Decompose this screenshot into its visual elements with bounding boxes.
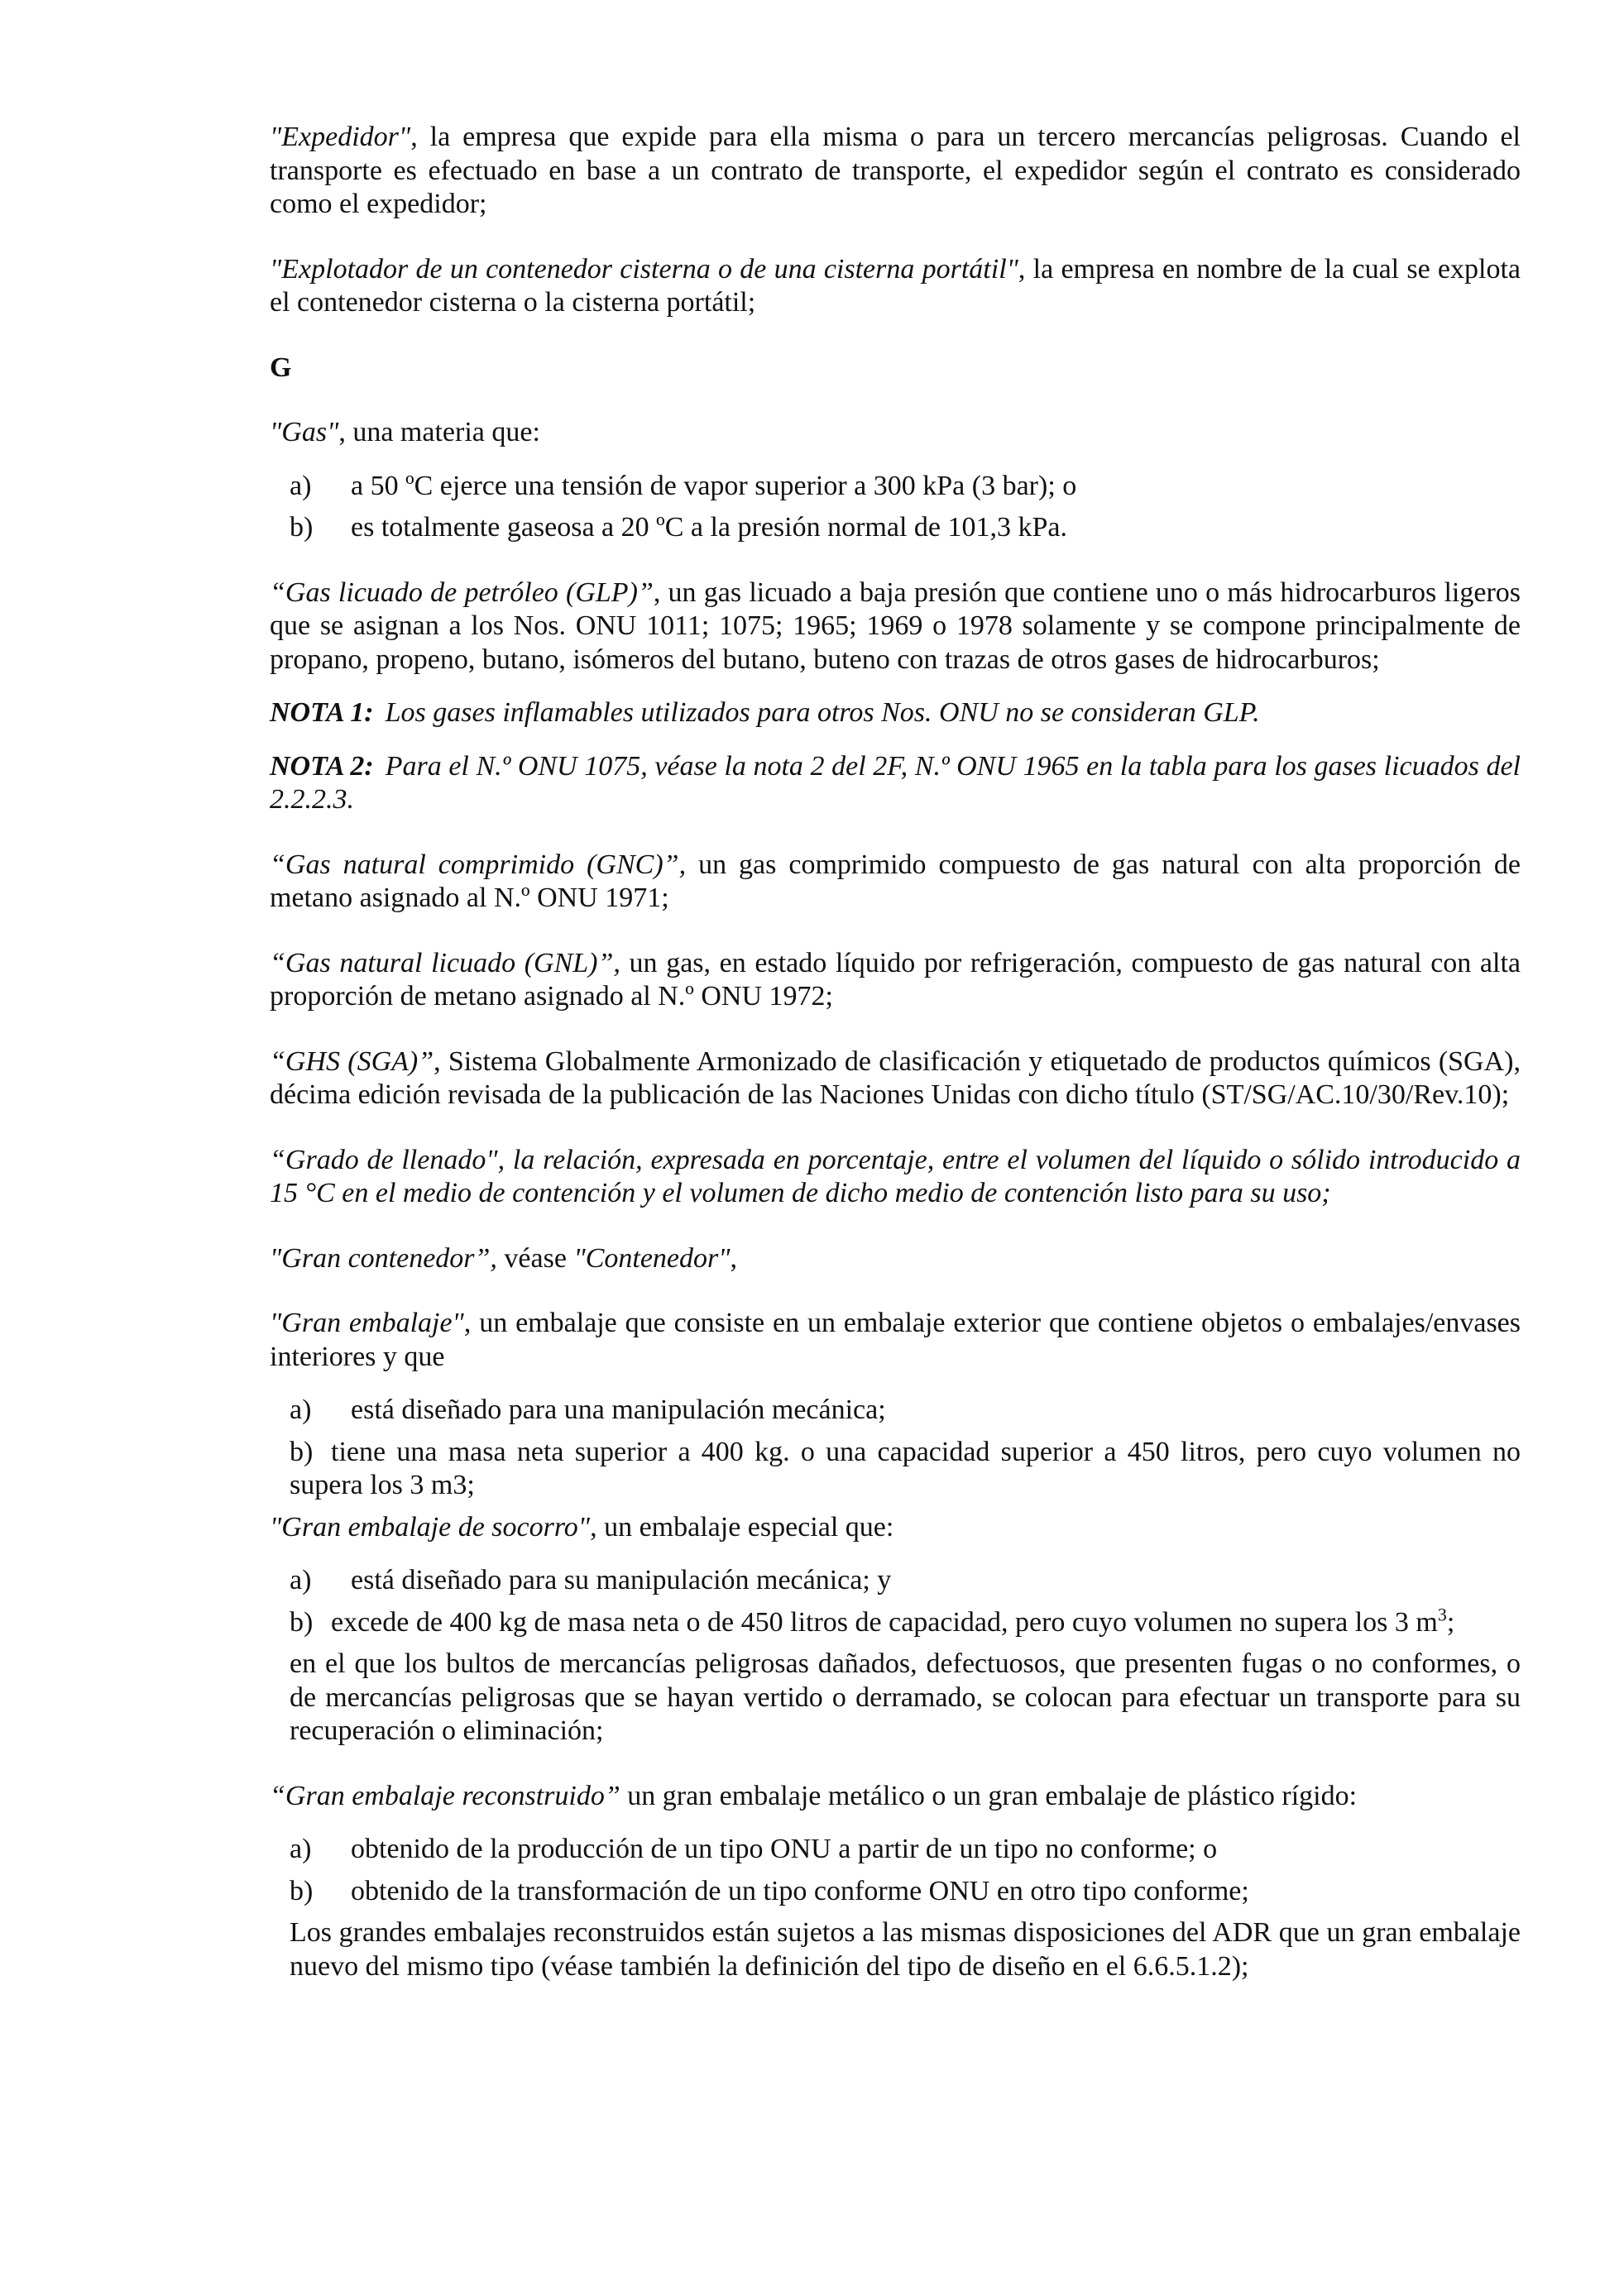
list-label: a)	[290, 1565, 312, 1595]
term: "Gas"	[270, 417, 339, 447]
list-text: obtenido de la producción de un tipo ONU a partir de un tipo no conforme; o	[351, 1834, 1218, 1864]
list-label: a)	[290, 1834, 312, 1864]
list-item	[270, 1436, 1521, 1503]
definition-gas	[270, 416, 1521, 450]
definition-text: véase	[496, 1242, 574, 1274]
definition-text: , un embalaje que consiste en un embalaje exterior que contiene objetos o embalajes/envases interiores y que	[270, 1308, 1521, 1372]
definition-glp	[270, 576, 1521, 677]
list-text: tiene una masa neta superior a 400 kg. o una capacidad superior a 450 litros, pero cuyo volumen no supera los 3 m3;	[290, 1436, 1521, 1500]
term: "Gran contenedor”,	[270, 1242, 497, 1274]
list-text: está diseñado para una manipulación mecánica;	[351, 1394, 886, 1425]
list-item	[270, 1875, 1521, 1909]
reference-term: "Contenedor"	[573, 1242, 731, 1274]
list-label: b)	[290, 1875, 314, 1906]
note-1	[270, 696, 1521, 730]
list-label: b)	[290, 1436, 314, 1467]
note-label: NOTA 2:	[270, 750, 374, 782]
superscript: 3	[1437, 1604, 1447, 1625]
list-item	[270, 470, 1521, 504]
term: “Gas natural licuado (GNL)”,	[270, 947, 620, 978]
definition-gran-embalaje-socorro	[270, 1511, 1521, 1545]
term: "Expedidor"	[270, 122, 411, 152]
term: “Gas natural comprimido (GNC)”,	[270, 849, 687, 880]
definition-text: un gas comprimido compuesto de gas natural con alta proporción de metano asignado al N.º ONU 1971;	[270, 849, 1521, 913]
definition-text: un gran embalaje metálico o un gran embalaje de plástico rígido:	[620, 1780, 1358, 1811]
section-letter: G	[270, 352, 292, 383]
note-text: Los gases inflamables utilizados para otros Nos. ONU no se consideran GLP.	[385, 697, 1260, 728]
follow-text: en el que los bultos de mercancías peligrosas dañados, defectuosos, que presenten fugas o no conformes, o de mercancías peligrosas que se hayan vertido o derramado, se colocan para efectuar un transporte para su recuperación o eliminación;	[290, 1648, 1521, 1746]
list-label: a)	[290, 1394, 312, 1425]
document-page	[270, 121, 1521, 1983]
term: “GHS (SGA)”	[270, 1045, 434, 1077]
term: "Explotador de un contenedor cisterna o de una cisterna portátil"	[270, 253, 1018, 285]
list-item	[270, 1833, 1521, 1867]
term: "Gran embalaje de socorro"	[270, 1511, 591, 1543]
list-text: excede de 400 kg de masa neta o de 450 litros de capacidad, pero cuyo volumen no supera los 3 m	[331, 1606, 1438, 1638]
term: “Gas licuado de petróleo (GLP)”	[270, 576, 654, 608]
definition-text: un gas, en estado líquido por refrigeración, compuesto de gas natural con alta proporción de metano asignado al N.º ONU 1972;	[270, 947, 1521, 1012]
list-text: es totalmente gaseosa a 20 ºC a la presión normal de 101,3 kPa.	[351, 512, 1067, 543]
definition-text: , un embalaje especial que:	[590, 1511, 894, 1543]
definition-gran-embalaje-reconstruido	[270, 1780, 1521, 1814]
definition-ghs	[270, 1045, 1521, 1112]
list-label: b)	[290, 1606, 314, 1638]
list-item	[270, 1606, 1521, 1640]
list-label: b)	[290, 512, 314, 543]
definition-text: , la empresa en nombre de la cual se explota el contenedor cisterna o la cisterna portátil;	[270, 253, 1521, 318]
definition-gran-contenedor	[270, 1242, 1521, 1276]
note-text: Para el N.º ONU 1075, véase la nota 2 del 2F, N.º ONU 1965 en la tabla para los gases licuados del 2.2.2.3.	[270, 750, 1521, 815]
follow-text: Los grandes embalajes reconstruidos están sujetos a las mismas disposiciones del ADR que un gran embalaje nuevo del mismo tipo (véase también la definición del tipo de diseño en el 6.6.5.1.2);	[290, 1917, 1521, 1982]
term: "Gran embalaje"	[270, 1308, 464, 1338]
list-text: obtenido de la transformación de un tipo conforme ONU en otro tipo conforme;	[351, 1875, 1249, 1906]
list-item	[270, 511, 1521, 545]
definition-text: , la empresa que expide para ella misma o para un tercero mercancías peligrosas. Cuando el transporte es efectuado en base a un contrato de transporte, el expedidor según el contrato es considerado como el expedidor;	[270, 122, 1521, 219]
note-2	[270, 750, 1521, 817]
definition-grado-llenado: “Grado de llenado", la relación, expresada en porcentaje, entre el volumen del líquido o sólido introducido a 15 °C en el medio de contención y el volumen de dicho medio de contención listo para su uso;	[270, 1144, 1521, 1208]
note-label: NOTA 1:	[270, 697, 374, 728]
definition-text: , Sistema Globalmente Armonizado de clasificación y etiquetado de productos químicos (SGA), décima edición revisada de la publicación de las Naciones Unidas con dicho título (ST/SG/AC.10/30/Rev.10);	[270, 1045, 1521, 1110]
list-end-char: ;	[1446, 1606, 1455, 1638]
definition-text: , una materia que:	[338, 417, 540, 447]
definition-end: ,	[730, 1242, 738, 1274]
list-item	[270, 1394, 1521, 1428]
list-text: está diseñado para su manipulación mecánica; y	[351, 1565, 892, 1595]
definition-gnl	[270, 947, 1521, 1014]
list-text: a 50 ºC ejerce una tensión de vapor superior a 300 kPa (3 bar); o	[351, 470, 1077, 501]
list-item	[270, 1564, 1521, 1598]
term: “Gran embalaje reconstruido”	[270, 1780, 620, 1811]
definition-expedidor	[270, 121, 1521, 222]
definition-gran-embalaje	[270, 1307, 1521, 1374]
list-label: a)	[290, 470, 312, 501]
definition-gnc	[270, 849, 1521, 916]
definition-explotador	[270, 253, 1521, 320]
definition-text: , un gas licuado a baja presión que contiene uno o más hidrocarburos ligeros que se asignan a los Nos. ONU 1011; 1075; 1965; 1969 o 1978 solamente y se compone principalmente de propano, propeno, butano, isómeros del butano, buteno con trazas de otros gases de hidrocarburos;	[270, 576, 1521, 675]
